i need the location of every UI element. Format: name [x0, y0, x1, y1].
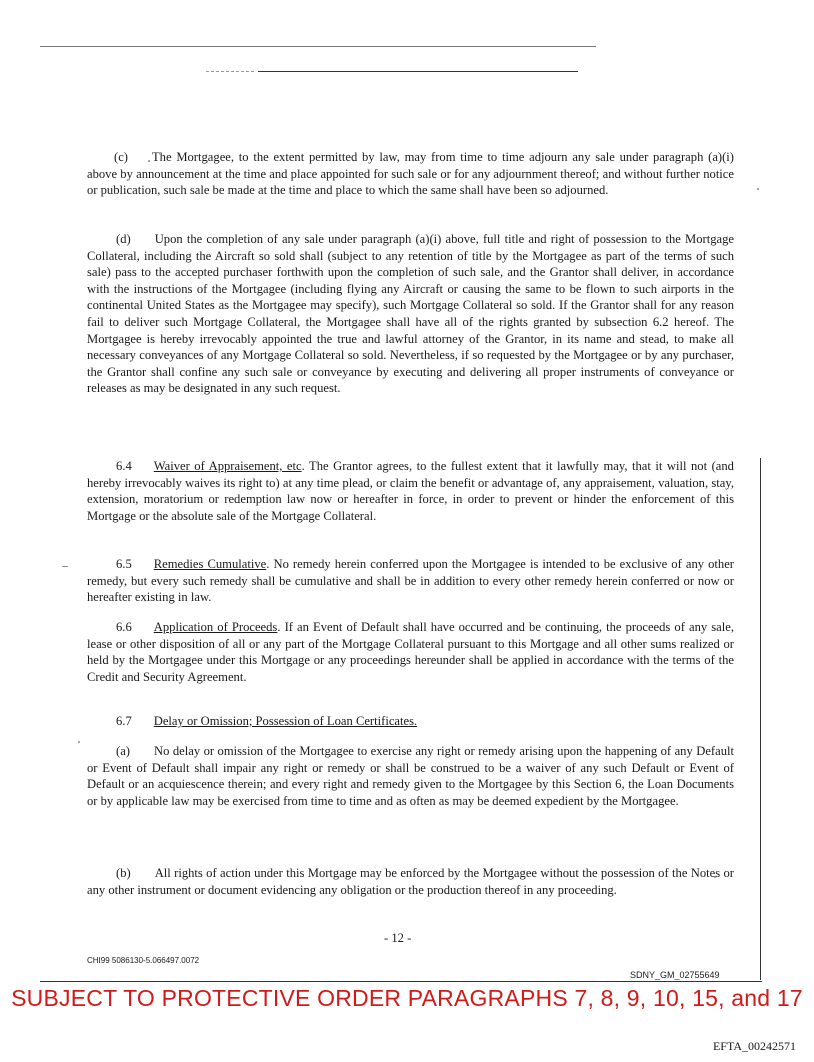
- section-text: No remedy herein conferred upon the Mortgagee is intended to be exclusive of any other remedy, but every such remedy shall be cumulative and shall be in addition to every other remedy herein conferred or now or hereafter existing in law.: [87, 557, 734, 605]
- top-rule: [40, 46, 596, 47]
- paragraph-label: (d): [116, 232, 131, 246]
- scan-speck: [757, 188, 759, 190]
- paragraph-b: [87, 865, 734, 898]
- paragraph-text: Upon the completion of any sale under paragraph (a)(i) above, full title and right of possession to the Mortgage Collateral, including the Aircraft so sold shall (subject to any retention of title by the Mortgagee as part of the terms of such sale) pass to the accepted purchaser forthwith upon the completion of such sale, and the Grantor shall deliver, in accordance with the instructions of the Mortgagee (including flying any Aircraft or causing the same to be flown to such airports in the continental United States as the Mortgagee may specify), such Mortgage Collateral so sold. If the Grantor shall for any reason fail to deliver such Mortgage Collateral, the Mortgagee shall have all of the rights granted by subsection 6.2 hereof. The Mortgagee is hereby irrevocably appointed the true and lawful attorney of the Grantor, in its name and stead, to make all necessary conveyances of any Mortgage Collateral so sold. Nevertheless, if so requested by the Mortgagee or by any purchaser, the Grantor shall confine any such sale or conveyance by executing and delivering all proper instruments of conveyance or releases as may be designated in any such request.: [87, 232, 734, 396]
- section-6-7: [87, 713, 734, 730]
- protective-order-banner: SUBJECT TO PROTECTIVE ORDER PARAGRAPHS 7, 8, 9, 10, 15, and 17: [11, 985, 803, 1011]
- bottom-rule: [40, 981, 762, 982]
- top-rule-short: [258, 71, 578, 72]
- section-6-6: 6.6 Application of Proceeds. If an Event of Default shall have occurred and be continuing, the proceeds of any sale, lease or other disposition of all or any part of the Mortgage Collateral pursuant to this Mortgage and all other sums realized or held by the Mortgagee under this Mortgage or any proceedings hereunder shall be applied in accordance with the terms of the Credit and Security Agreement.: [87, 620, 734, 684]
- top-rule-dashed: [206, 71, 254, 72]
- paragraph-text: All rights of action under this Mortgage may be enforced by the Mortgagee without the possession of the Notes or any other instrument or document evidencing any obligation or the production thereof in any proceeding.: [87, 866, 734, 897]
- section-number: 6.4: [116, 459, 132, 473]
- paragraph-text: The Mortgagee, to the extent permitted by law, may from time to time adjourn any sale under paragraph (a)(i) above by announcement at the time and place appointed for such sale or for any adjournment thereof; and without further notice or publication, such sale be made at the time and place to which the same shall have been so adjourned.: [87, 150, 734, 198]
- section-6-4: 6.4 Waiver of Appraisement, etc. The Grantor agrees, to the fullest extent that it lawfully may, that it will not (and hereby irrevocably waives its right to) at any time plead, or claim the benefit or advantage of, any appraisement, valuation, stay, extension, moratorium or redemption law now or hereafter in force, in order to prevent or hinder the enforcement of this Mortgage or the absolute sale of the Mortgage Collateral.: [87, 459, 734, 523]
- scan-speck: [62, 566, 68, 567]
- efta-stamp: EFTA_00242571: [712, 1039, 796, 1053]
- paragraph-text: No delay or omission of the Mortgagee to exercise any right or remedy arising upon the happening of any Default or Event of Default shall impair any right or remedy or shall be construed to be a waiver of any such Default or Event of Default or an acquiescence therein; and every right and remedy given to the Mortgagee by this Section 6, the Loan Documents or by applicable law may be exercised from time to time and as often as may be deemed expedient by the Mortgagee.: [87, 744, 734, 808]
- section-heading: Remedies Cumulative: [153, 557, 267, 571]
- paragraph-label: (c): [114, 150, 128, 164]
- paragraph-label: (b): [116, 866, 131, 880]
- bates-number: SDNY_GM_02755649: [630, 970, 720, 980]
- section-heading: Delay or Omission; Possession of Loan Certificates.: [153, 714, 418, 728]
- scan-speck: [78, 741, 80, 743]
- section-6-5: 6.5 Remedies Cumulative. No remedy herein conferred upon the Mortgagee is intended to be exclusive of any other remedy, but every such remedy shall be cumulative and shall be in addition to every other remedy herein conferred or now or hereafter existing in law.: [87, 557, 734, 605]
- section-text: The Grantor agrees, to the fullest extent that it lawfully may, that it will not (and hereby irrevocably waives its right to) at any time plead, or claim the benefit or advantage of, any appraisement, valuation, stay, extension, moratorium or redemption law now or hereafter in force, in order to prevent or hinder the enforcement of this Mortgage or the absolute sale of the Mortgage Collateral.: [87, 459, 734, 523]
- section-heading: Waiver of Appraisement, etc: [153, 459, 302, 473]
- paragraph-d: [87, 231, 734, 397]
- paragraph-label: (a): [116, 744, 130, 758]
- right-border: [760, 458, 761, 980]
- paragraph-c: [87, 149, 734, 199]
- section-heading: Application of Proceeds: [153, 620, 278, 634]
- document-footer-id: CHI99 5086130-5.066497.0072: [87, 956, 200, 965]
- page-number: - 12 -: [384, 931, 412, 945]
- section-number: 6.5: [116, 557, 132, 571]
- section-number: 6.7: [116, 714, 132, 728]
- section-number: 6.6: [116, 620, 132, 634]
- paragraph-a: [87, 743, 734, 809]
- section-text: If an Event of Default shall have occurred and be continuing, the proceeds of any sale, lease or other disposition of all or any part of the Mortgage Collateral pursuant to this Mortgage and all other sums realized or held by the Mortgagee under this Mortgage or any proceedings hereunder shall be applied in accordance with the terms of the Credit and Security Agreement.: [87, 620, 734, 684]
